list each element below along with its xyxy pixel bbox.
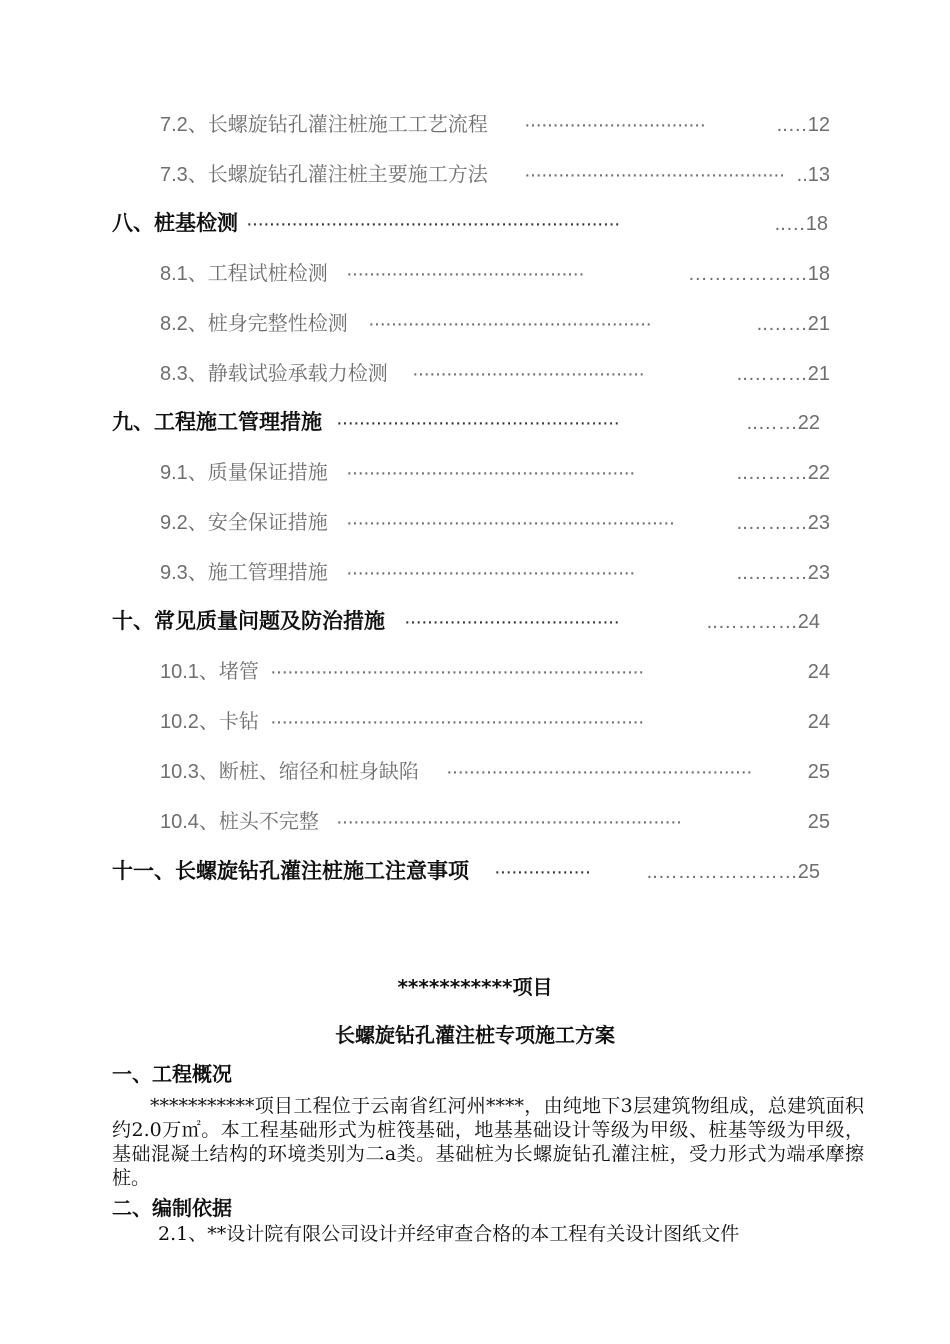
section-overview-body: ***********项目工程位于云南省红河州****，由纯地下3层建筑物组成，总建筑面积约2.0万㎡。本工程基础形式为桩筏基础，地基基础设计等级为甲级、桩基等级为甲级，基础混凝土结构的环境类别为二a类。基础桩为长螺旋钻孔灌注桩，受力形式为端承摩擦桩。 — [112, 1095, 864, 1189]
toc-entry-text: 九、工程施工管理措施 — [112, 411, 322, 434]
toc-entry-10[interactable] — [112, 607, 840, 637]
toc-page-number: ………………18 — [687, 263, 830, 285]
toc-leader-dots: ·································································· — [270, 661, 644, 683]
toc-page-number: 24 — [807, 661, 830, 683]
toc-page-number: ..…………24 — [706, 611, 820, 633]
toc-page-number: ..……21 — [756, 313, 830, 335]
toc-leader-dots: ·················································· — [368, 313, 652, 335]
toc-entry-text: 7.2、长螺旋钻孔灌注桩施工工艺流程 — [160, 114, 488, 136]
toc-page-number: ..………21 — [736, 363, 830, 385]
toc-leader-dots: ········································· — [412, 363, 645, 385]
toc-page-number: ..……22 — [746, 412, 820, 434]
toc-entry-8-3[interactable] — [160, 359, 840, 389]
toc-entry-8-2[interactable] — [160, 309, 840, 339]
toc-entry-text: 十、常见质量问题及防治措施 — [112, 610, 385, 633]
toc-entry-11[interactable] — [112, 857, 840, 887]
toc-page-number: ..………22 — [736, 462, 830, 484]
toc-page-number: ..………23 — [736, 562, 830, 584]
toc-entry-10-2[interactable] — [160, 707, 840, 737]
toc-entry-7-3[interactable] — [160, 160, 840, 190]
toc-leader-dots: ··················································· — [346, 462, 635, 484]
toc-entry-text: 7.3、长螺旋钻孔灌注桩主要施工方法 — [160, 164, 488, 186]
toc-entry-text: 10.3、断桩、缩径和桩身缺陷 — [160, 761, 419, 783]
toc-entry-text: 10.2、卡钻 — [160, 711, 259, 733]
toc-page-number: ..…18 — [774, 213, 828, 235]
toc-entry-text: 9.2、安全保证措施 — [160, 512, 328, 534]
toc-entry-7-2[interactable] — [160, 110, 840, 140]
toc-leader-dots: ·································································· — [246, 213, 620, 235]
basis-item-2-1: 2.1、**设计院有限公司设计并经审查合格的本工程有关设计图纸文件 — [158, 1223, 740, 1245]
section-heading-overview: 一、工程概况 — [112, 1062, 232, 1086]
toc-entry-text: 八、桩基检测 — [112, 212, 238, 235]
toc-page-number: ..………23 — [736, 512, 830, 534]
toc-leader-dots: ·········································· — [346, 263, 584, 285]
toc-entry-text: 10.4、桩头不完整 — [160, 811, 319, 833]
document-title: 长螺旋钻孔灌注桩专项施工方案 — [335, 1023, 615, 1047]
toc-entry-text: 8.1、工程试桩检测 — [160, 263, 328, 285]
toc-entry-text: 十一、长螺旋钻孔灌注桩施工注意事项 — [112, 860, 469, 883]
toc-entry-text: 8.2、桩身完整性检测 — [160, 313, 348, 335]
project-title: ***********项目 — [397, 975, 553, 999]
toc-entry-text: 9.3、施工管理措施 — [160, 562, 328, 584]
toc-page-number: ..…………………25 — [646, 861, 820, 883]
toc-page-number: 25 — [807, 761, 830, 783]
toc-entry-9-3[interactable] — [160, 558, 840, 588]
toc-entry-10-1[interactable] — [160, 657, 840, 687]
toc-entry-10-4[interactable] — [160, 807, 840, 837]
toc-leader-dots: ······················································ — [446, 761, 752, 783]
toc-leader-dots: ······································ — [404, 611, 620, 633]
toc-page-number: ..13 — [796, 164, 830, 186]
toc-leader-dots: ················· — [494, 861, 591, 883]
toc-entry-10-3[interactable] — [160, 757, 840, 787]
toc-leader-dots: ····························································· — [336, 811, 682, 833]
section-heading-basis: 二、编制依据 — [112, 1196, 232, 1220]
toc-leader-dots: ··················································· — [346, 562, 635, 584]
toc-entry-9-1[interactable] — [160, 458, 840, 488]
toc-entry-9-2[interactable] — [160, 508, 840, 538]
toc-leader-dots: ·························································· — [346, 512, 675, 534]
toc-entry-text: 8.3、静载试验承载力检测 — [160, 363, 388, 385]
toc-leader-dots: ·············································· — [524, 164, 785, 186]
toc-leader-dots: ·································································· — [270, 711, 644, 733]
toc-page-number: ..…12 — [776, 114, 830, 136]
toc-leader-dots: ································ — [524, 114, 706, 136]
toc-page-number: 25 — [807, 811, 830, 833]
toc-entry-9[interactable] — [112, 408, 840, 438]
toc-leader-dots: ·················································· — [336, 412, 620, 434]
toc-entry-8[interactable] — [112, 209, 840, 239]
toc-entry-text: 10.1、堵管 — [160, 661, 259, 683]
toc-entry-text: 9.1、质量保证措施 — [160, 462, 328, 484]
toc-entry-8-1[interactable] — [160, 259, 840, 289]
toc-page-number: 24 — [807, 711, 830, 733]
